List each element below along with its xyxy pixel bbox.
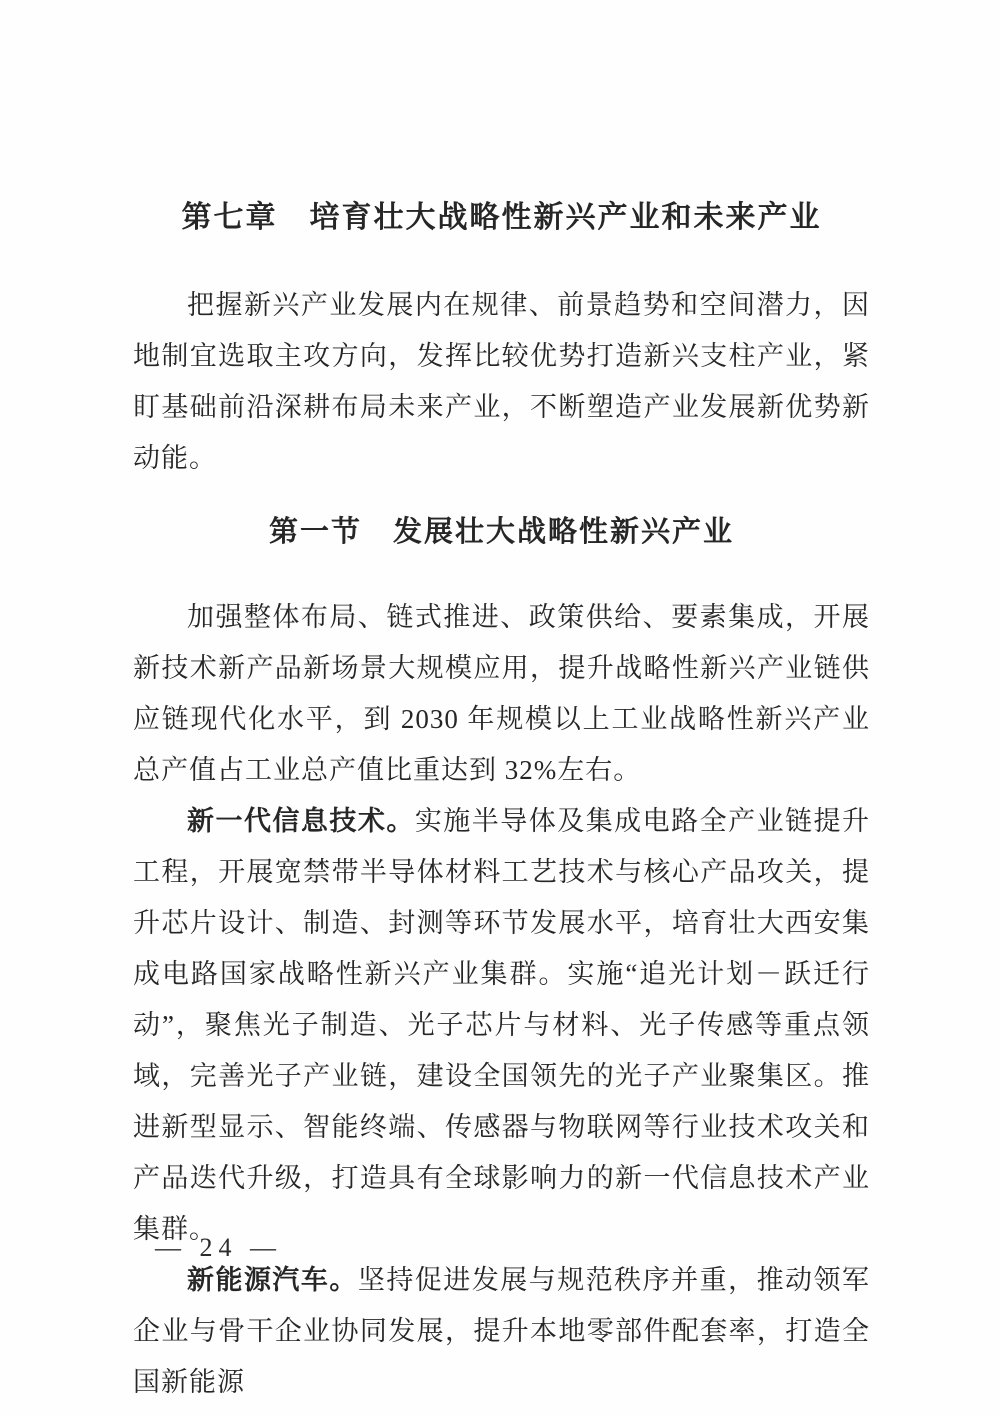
paragraph-lead: 新一代信息技术。 <box>187 806 415 836</box>
paragraph-overall-layout <box>133 592 870 796</box>
paragraph-text: 坚持促进发展与规范秩序并重，推动领军企业与骨干企业协同发展，提升本地零部件配套率，打造全国新能源 <box>133 1265 871 1397</box>
paragraph-next-gen-it <box>133 796 870 1255</box>
chapter-title: 第七章 培育壮大战略性新兴产业和未来产业 <box>181 201 822 234</box>
paragraph-text: 实施半导体及集成电路全产业链提升工程，开展宽禁带半导体材料工艺技术与核心产品攻关，提升芯片设计、制造、封测等环节发展水平，培育壮大西安集成电路国家战略性新兴产业集群。实施“追光计划－跃迁行动”，聚焦光子制造、光子芯片与材料、光子传感等重点领域，完善光子产业链，建设全国领先的光子产业聚集区。推进新型显示、智能终端、传感器与物联网等行业技术攻关和产品迭代升级，打造具有全球影响力的新一代信息技术产业集群。 <box>133 806 871 1244</box>
paragraph-text: 加强整体布局、链式推进、政策供给、要素集成，开展新技术新产品新场景大规模应用，提升战略性新兴产业链供应链现代化水平，到 2030 年规模以上工业战略性新兴产业总产值占工业总产值比重达到 32%左右。 <box>133 602 870 785</box>
paragraph-text: 把握新兴产业发展内在规律、前景趋势和空间潜力，因地制宜选取主攻方向，发挥比较优势打造新兴支柱产业，紧盯基础前沿深耕布局未来产业，不断塑造产业发展新优势新动能。 <box>133 290 870 473</box>
page-number: — 24 — <box>155 1233 282 1262</box>
paragraph-lead: 新能源汽车。 <box>187 1265 358 1295</box>
section-title: 第一节 发展壮大战略性新兴产业 <box>268 516 734 548</box>
page-content <box>133 0 870 1408</box>
chapter-intro-paragraph <box>133 280 870 484</box>
paragraph-new-energy-vehicles <box>133 1255 870 1408</box>
